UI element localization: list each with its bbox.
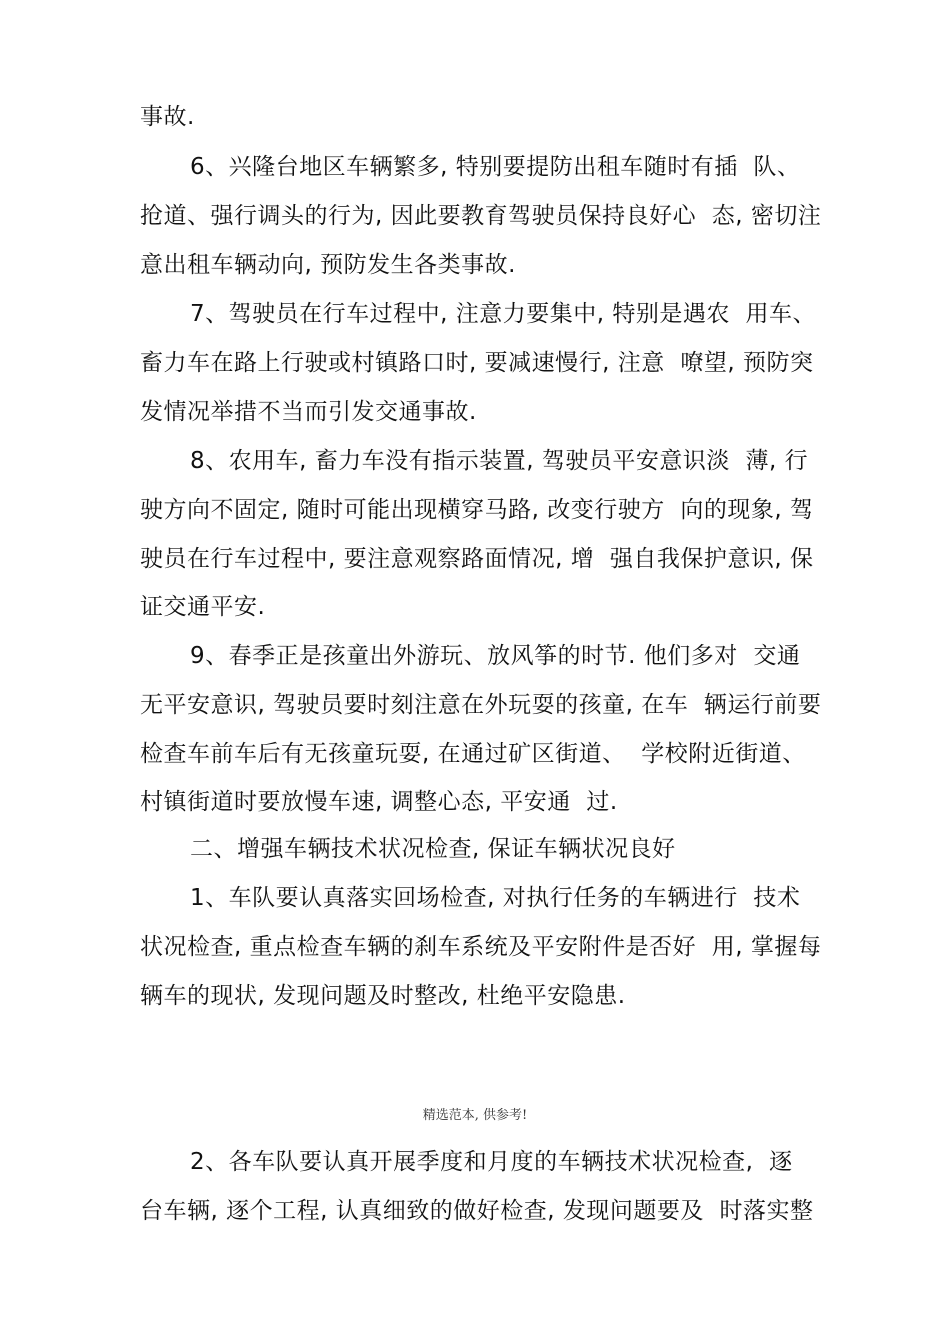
text-line: 证交通平安. xyxy=(140,594,266,620)
paragraph-8-line: 8、农用车, 畜力车没有指示装置, 驾驶员平安意识淡 薄, 行 xyxy=(190,448,809,474)
section-heading: 二、增强车辆技术状况检查, 保证车辆状况良好 xyxy=(190,836,676,862)
text-line: 驶员在行车过程中, 要注意观察路面情况, 增 强自我保护意识, 保 xyxy=(140,546,814,572)
text-line: 驶方向不固定, 随时可能出现横穿马路, 改变行驶方 向的现象, 驾 xyxy=(140,497,814,523)
text-line: 辆车的现状, 发现问题及时整改, 杜绝平安隐患. xyxy=(140,983,626,1009)
text-line: 无平安意识, 驾驶员要时刻注意在外玩耍的孩童, 在车 辆运行前要 xyxy=(140,692,822,718)
text-line: 事故. xyxy=(140,104,195,130)
text-line: 畜力车在路上行驶或村镇路口时, 要减速慢行, 注意 嘹望, 预防突 xyxy=(140,350,814,376)
paragraph-1-line: 1、车队要认真落实回场检查, 对执行任务的车辆进行 技术 xyxy=(190,885,801,911)
text-line: 检查车前车后有无孩童玩耍, 在通过矿区街道、 学校附近街道、 xyxy=(140,741,806,767)
paragraph-6-line: 6、兴隆台地区车辆繁多, 特别要提防出租车随时有插 队、 xyxy=(190,154,801,180)
text-line: 状况检查, 重点检查车辆的刹车系统及平安附件是否好 用, 掌握每 xyxy=(140,934,822,960)
paragraph-9-line: 9、春季正是孩童出外游玩、放风筝的时节. 他们多对 交通 xyxy=(190,643,801,669)
text-line: 抢道、强行调头的行为, 因此要教育驾驶员保持良好心 态, 密切注 xyxy=(140,203,822,229)
text-line: 村镇街道时要放慢车速, 调整心态, 平安通 过. xyxy=(140,789,618,815)
paragraph-2-line: 2、各车队要认真开展季度和月度的车辆技术状况检查, 逐 xyxy=(190,1149,793,1175)
paragraph-7-line: 7、驾驶员在行车过程中, 注意力要集中, 特别是遇农 用车、 xyxy=(190,301,816,327)
text-line: 台车辆, 逐个工程, 认真细致的做好检查, 发现问题要及 时落实整 xyxy=(140,1198,814,1224)
text-line: 意出租车辆动向, 预防发生各类事故. xyxy=(140,252,516,278)
page-footer: 精选范本, 供参考! xyxy=(422,1108,528,1123)
text-line: 发情况举措不当而引发交通事故. xyxy=(140,399,477,425)
